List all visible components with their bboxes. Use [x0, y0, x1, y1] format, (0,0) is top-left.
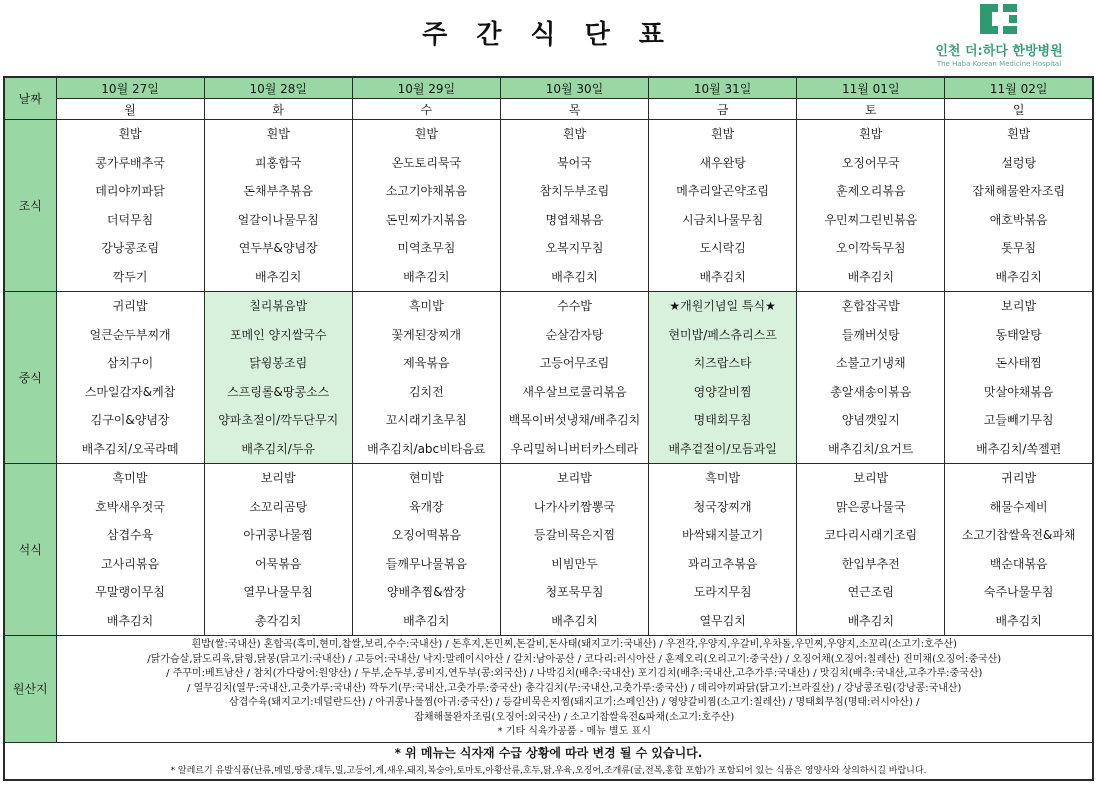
menu-item: 맑은콩나물국 [835, 499, 906, 514]
menu-item: 고등어무조림 [539, 356, 610, 370]
origin-row [4, 636, 1093, 743]
menu-item: 북어국 [557, 155, 592, 170]
date-label: 날짜 [4, 77, 56, 120]
menu-item: 배추김치/쏙젤편 [976, 441, 1062, 456]
dinner-menu-cell [56, 464, 204, 636]
menu-item: 오이깍둑무침 [835, 241, 906, 255]
menu-item: 현미밥 [408, 471, 444, 485]
menu-item: 얼큰순두부찌개 [89, 327, 171, 342]
menu-item: 흑미밥 [112, 471, 148, 485]
menu-item: 양배추찜&쌈장 [386, 585, 466, 599]
menu-item: 영양갈비찜 [693, 384, 752, 399]
menu-item: 흰밥 [118, 127, 142, 141]
menu-item: 돈민찌가지볶음 [385, 212, 467, 227]
menu-item: 무말랭이무침 [95, 585, 165, 599]
menu-item: 양파초절이/깍두단무지 [218, 413, 339, 427]
change-notice: * 위 메뉴는 식자재 수급 상황에 따라 변경 될 수 있습니다. [394, 745, 703, 760]
menu-item: 소꼬리곰탕 [249, 499, 308, 514]
notice-cell [4, 742, 1093, 780]
menu-item: 비빔만두 [551, 556, 598, 571]
menu-item: 어묵볶음 [255, 556, 302, 571]
breakfast-row [4, 120, 1093, 292]
dinner-row [4, 464, 1093, 636]
menu-item: 데리야끼파닭 [95, 184, 165, 198]
menu-item: 귀리밥 [1001, 471, 1037, 485]
menu-item: 우리밀허니버터카스테라 [510, 441, 639, 456]
menu-item: 미역초무침 [397, 241, 456, 255]
notice-row [4, 742, 1093, 780]
origin-line: 잡채해물완자조림(오징어:외국산) / 소고기찹쌀육전&파채(소고기:호주산) [414, 711, 735, 723]
menu-item: 흑미밥 [705, 471, 741, 485]
origin-line: 흰밥(쌀:국내산) 혼합곡(흑미,현미,찹쌀,보리,수수:국내산) / 돈후지,돈민찌,돈갈비,돈사태(돼지고기:국내산) / 우전각,우양지,우갈비,우차돌,우민찌,우양지,소꼬리(소고기:호주산) [191, 639, 958, 650]
menu-item: 배추김치 [551, 269, 598, 284]
date-cell: 11월 01일 [797, 77, 945, 99]
menu-item: 설렁탕 [1001, 155, 1037, 170]
origin-line: /닭가슴살,닭도리육,닭윙,닭봉(닭고기:국내산) / 고등어:국내산/ 낙지:말레이시아산 / 갈치:남아공산 / 코다리:러시아산 / 훈제오리(오리고기:중국산) / 오징어채(오징어:칠레산) 진미채(오징어:중국산) [147, 653, 1002, 665]
menu-item: 깍두기 [112, 269, 148, 284]
menu-item: 얼갈이나물무침 [237, 212, 319, 227]
weekly-menu-table [3, 76, 1094, 781]
page-title: 주 간 식 단 표 [422, 20, 674, 50]
date-cell: 10월 29일 [352, 77, 500, 99]
menu-item: 흰밥 [1007, 127, 1031, 141]
breakfast-menu-cell [500, 120, 648, 292]
menu-item: 제육볶음 [403, 356, 450, 370]
menu-item: 배추김치 [551, 613, 598, 628]
menu-item: 배추김치 [106, 613, 154, 628]
breakfast-menu-cell [649, 120, 797, 292]
menu-item: 배추김치 [995, 613, 1042, 628]
menu-item: 흰밥 [562, 127, 587, 141]
menu-item: 흰밥 [859, 127, 883, 141]
menu-item: 청포묵무침 [545, 585, 604, 599]
menu-item: 나가사키짬뽕국 [533, 499, 616, 514]
menu-item: 육개장 [408, 499, 444, 514]
dinner-label: 석식 [4, 464, 56, 636]
menu-item: 열무나물무침 [243, 585, 313, 599]
menu-item: 치즈랍스타 [693, 356, 752, 370]
date-cell: 11월 02일 [945, 77, 1093, 99]
origin-info [56, 636, 1093, 743]
menu-item: 배추김치 [699, 269, 746, 284]
menu-item: 총각김치 [255, 613, 302, 628]
menu-item: 배추김치 [847, 269, 894, 284]
menu-item: 바싹돼지불고기 [682, 528, 764, 542]
menu-item: 아귀콩나물찜 [243, 528, 313, 542]
menu-item: 배추김치 [847, 613, 894, 628]
menu-item: 동태알탕 [995, 327, 1042, 342]
menu-item: 도라지무침 [693, 585, 752, 599]
menu-item: 백목이버섯냉채/배추김치 [508, 413, 641, 427]
menu-item: 귀리밥 [112, 299, 148, 313]
menu-item: 들깨무나물볶음 [385, 556, 467, 571]
breakfast-menu-cell [352, 120, 500, 292]
menu-item: 꽃게된장찌개 [391, 327, 462, 342]
menu-item: 애호박볶음 [989, 212, 1048, 227]
lunch-row [4, 292, 1093, 464]
menu-item: 온도토리묵국 [391, 155, 462, 170]
menu-item: 소고기찹쌀육전&파채 [961, 528, 1076, 542]
date-cell: 10월 30일 [500, 77, 648, 99]
menu-item: 삼치구이 [106, 356, 154, 370]
dinner-menu-cell [945, 464, 1093, 636]
menu-item: 닭윙봉조림 [249, 356, 308, 370]
menu-item: 칠리볶음밥 [249, 299, 308, 313]
breakfast-menu-cell [797, 120, 945, 292]
hospital-logo-icon [976, 2, 1022, 36]
menu-item: 배추김치 [995, 269, 1042, 284]
menu-item: 흰밥 [711, 127, 735, 141]
weekday-cell: 금 [649, 99, 797, 120]
menu-item: 호박새우젓국 [95, 499, 165, 514]
origin-line: / 열무김치(열무:국내산,고춧가루:국내산) 깍두기(무:국내산,고춧가루:중국산) 총각김치(무:국내산,고춧가루:중국산) / 데리야끼파닭(닭고기:브라질산) / 강낭콩조림(강낭콩:국내산) [187, 682, 962, 694]
menu-item: 김치전 [408, 384, 444, 399]
menu-item: 도시락김 [699, 241, 746, 255]
menu-item: 고사리볶음 [101, 556, 160, 571]
weekday-cell: 목 [500, 99, 648, 120]
origin-line: * 기타 식육가공품 - 메뉴 별도 표시 [497, 726, 651, 737]
menu-item: 맛살야채볶음 [983, 384, 1054, 399]
menu-item: ★개원기념일 특식★ [669, 299, 776, 313]
menu-item: 열무김치 [699, 613, 746, 628]
menu-item: 삼겹수육 [106, 528, 154, 542]
dinner-menu-cell [204, 464, 352, 636]
dinner-menu-cell [500, 464, 648, 636]
menu-item: 포메인 양지쌀국수 [229, 327, 327, 342]
menu-item: 청국장찌개 [693, 499, 752, 514]
menu-item: 소고기야채볶음 [385, 184, 467, 198]
lunch-menu-cell [204, 292, 352, 464]
menu-item: 배추김치 [403, 613, 450, 628]
lunch-menu-cell [649, 292, 797, 464]
origin-line: / 주꾸미:베트남산 / 참치(가다랑어:원양산) / 두부,순두부,콩비지,연두부(콩:외국산) / 나박김치(배추:국내산) 포기김치(배추:국내산,고추가루:국내산) / 맛김치(배추:국내산,고추가루:중국산) [166, 668, 983, 679]
menu-item: 돈사태찜 [995, 356, 1042, 370]
lunch-menu-cell [945, 292, 1093, 464]
breakfast-label: 조식 [4, 120, 56, 292]
date-cell: 10월 28일 [204, 77, 352, 99]
hospital-name-ko: 인천 더:하다 한방병원 [935, 44, 1063, 59]
weekday-cell: 토 [797, 99, 945, 120]
dinner-menu-cell [797, 464, 945, 636]
menu-item: 배추김치/요거트 [828, 441, 914, 456]
menu-item: 배추김치 [403, 269, 450, 284]
menu-item: 스마일감자&케찹 [84, 384, 176, 399]
menu-item: 톳무침 [1001, 241, 1037, 255]
menu-item: 오징어무국 [841, 155, 900, 170]
origin-line: 삼겹수육(돼지고기:네덜란드산) / 아귀콩나물찜(아귀:중국산) / 등갈비묵은지찜(돼지고기:스페인산) / 영양갈비찜(소고기:칠레산) / 명태회무침(명태:러시아산) / [228, 697, 920, 708]
menu-item: 배추김치/abc비타음료 [367, 441, 486, 456]
menu-item: 수수밥 [557, 299, 592, 313]
menu-item: 우민찌그린빈볶음 [824, 212, 918, 227]
menu-item: 흰밥 [266, 127, 290, 141]
weekday-cell: 화 [204, 99, 352, 120]
breakfast-menu-cell [56, 120, 204, 292]
menu-item: 보리밥 [1001, 299, 1037, 313]
lunch-label: 중식 [4, 292, 56, 464]
menu-item: 꼬시래기초무침 [385, 413, 467, 427]
menu-item: 명엽채볶음 [545, 212, 604, 227]
menu-item: 돈채부추볶음 [243, 184, 313, 198]
breakfast-menu-cell [945, 120, 1093, 292]
date-row [4, 77, 1093, 99]
menu-item: 새우살브로콜리볶음 [522, 384, 627, 399]
menu-item: 잡채해물완자조림 [972, 184, 1066, 198]
menu-item: 더덕무침 [106, 212, 154, 227]
menu-item: 강낭콩조림 [101, 241, 160, 255]
breakfast-menu-cell [204, 120, 352, 292]
menu-item: 배추김치/오곡라떼 [81, 441, 179, 456]
dinner-menu-cell [352, 464, 500, 636]
menu-item: 배추김치/두유 [241, 441, 316, 456]
menu-item: 한입부추전 [841, 556, 900, 571]
menu-item: 새우완탕 [699, 155, 746, 170]
menu-item: 배추김치 [255, 269, 302, 284]
weekday-cell: 일 [945, 99, 1093, 120]
menu-item: 연두부&양념장 [238, 241, 318, 255]
menu-item: 오복지무침 [545, 241, 604, 255]
menu-item: 등갈비묵은지찜 [533, 528, 616, 542]
menu-item: 오징어떡볶음 [391, 528, 462, 542]
menu-item: 총알새송이볶음 [830, 384, 912, 399]
menu-item: 보리밥 [557, 471, 592, 485]
date-cell: 10월 31일 [649, 77, 797, 99]
menu-item: 들깨버섯탕 [841, 327, 900, 342]
menu-item: 보리밥 [853, 471, 889, 485]
weekday-cell: 수 [352, 99, 500, 120]
menu-item: 콩가루배추국 [95, 155, 165, 170]
menu-item: 김구이&양념장 [90, 413, 170, 427]
menu-item: 꽈리고추볶음 [687, 556, 758, 571]
menu-item: 고들빼기무침 [983, 413, 1054, 427]
menu-item: 소불고기냉채 [835, 356, 906, 370]
menu-item: 해물수제비 [989, 499, 1048, 514]
menu-item: 명태회무침 [693, 413, 752, 427]
menu-item: 코다리시래기조림 [824, 528, 918, 542]
menu-item: 훈제오리볶음 [835, 184, 906, 198]
menu-item: 참치두부조림 [539, 184, 610, 198]
menu-item: 흑미밥 [408, 299, 444, 313]
menu-item: 피홍합국 [255, 155, 302, 170]
menu-item: 메추리알곤약조림 [676, 184, 769, 198]
lunch-menu-cell [500, 292, 648, 464]
menu-item: 백순대볶음 [989, 556, 1048, 571]
weekday-cell: 월 [56, 99, 204, 120]
allergy-notice: * 알레르기 유발식품(난류,메밀,땅콩,대두,밀,고등어,게,새우,돼지,복숭아,토마토,아황산류,호두,닭,우육,오징어,조개류(굴,전복,홍합 포함)가 포함되어 있는 식품은 영양사와 상의하시길 바랍니다. [170, 765, 927, 776]
menu-item: 스프링롤&땅콩소스 [227, 384, 330, 399]
menu-item: 보리밥 [260, 471, 296, 485]
lunch-menu-cell [352, 292, 500, 464]
hospital-name-en: The Haba Korean Medicine Hospital [936, 60, 1062, 68]
date-cell: 10월 27일 [56, 77, 204, 99]
dinner-menu-cell [649, 464, 797, 636]
lunch-menu-cell [797, 292, 945, 464]
menu-item: 시금치나물무침 [682, 212, 764, 227]
weekday-row [4, 99, 1093, 120]
menu-item: 배추겉절이/모듬과일 [668, 441, 777, 456]
menu-item: 순살감자탕 [545, 327, 604, 342]
lunch-menu-cell [56, 292, 204, 464]
menu-item: 흰밥 [414, 127, 438, 141]
menu-item: 혼합잡곡밥 [841, 299, 900, 313]
menu-item: 현미밥/페스츄리스프 [668, 327, 777, 342]
menu-item: 양념깻잎지 [841, 413, 900, 427]
hospital-logo [914, 2, 1084, 72]
menu-item: 숙주나물무침 [983, 585, 1054, 599]
origin-label: 원산지 [4, 636, 56, 743]
menu-item: 연근조림 [847, 585, 894, 599]
